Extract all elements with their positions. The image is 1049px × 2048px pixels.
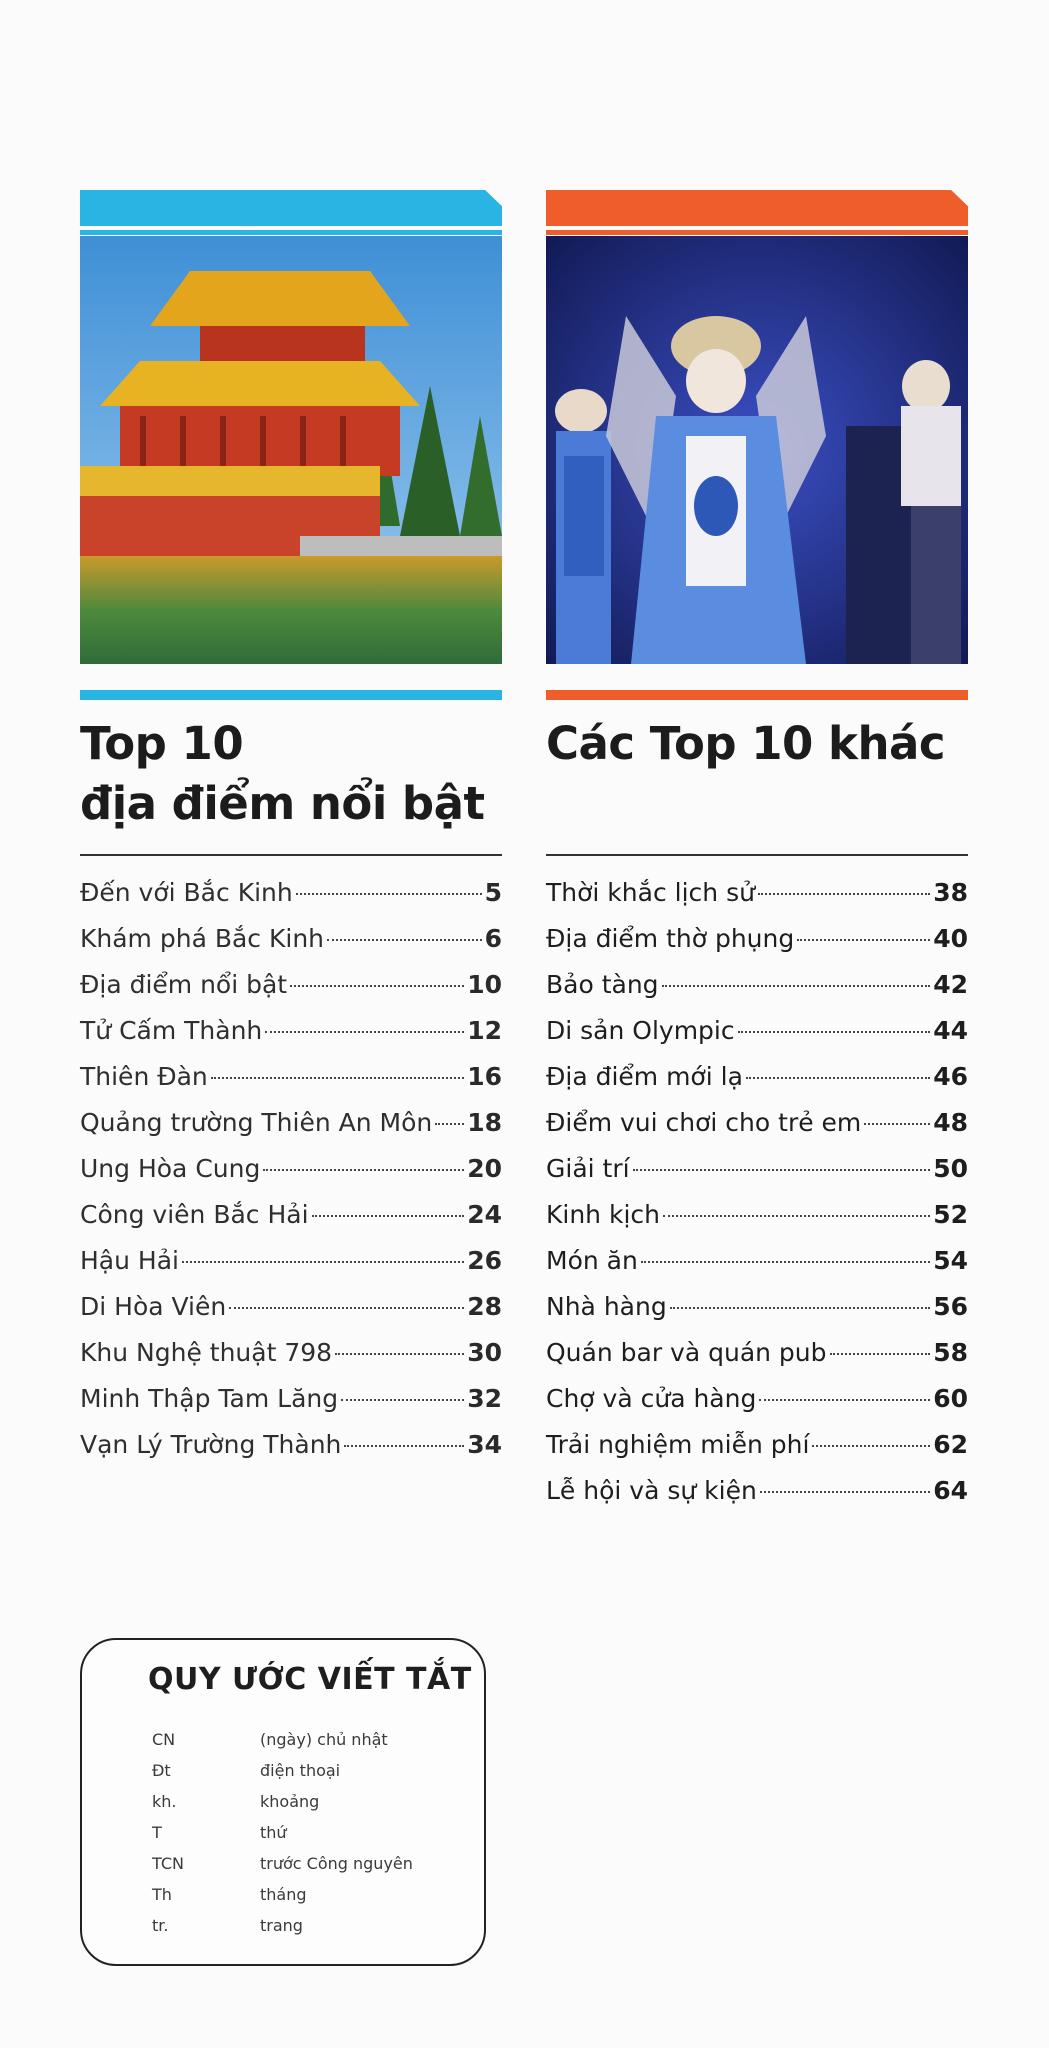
toc-entry-title: Khám phá Bắc Kinh <box>80 924 325 953</box>
toc-entry[interactable] <box>546 1338 968 1384</box>
toc-entry-title: Quảng trường Thiên An Môn <box>80 1108 433 1137</box>
toc-entry[interactable] <box>80 1108 502 1154</box>
section-heading <box>80 714 502 834</box>
heading-line-1: Các Top 10 khác <box>546 717 946 770</box>
abbreviation-meaning: tháng <box>260 1885 307 1904</box>
dot-leader <box>864 1123 930 1125</box>
toc-entry-page: 32 <box>467 1384 502 1413</box>
toc-entry[interactable] <box>546 970 968 1016</box>
color-line <box>546 230 968 235</box>
toc-entry-page: 50 <box>933 1154 968 1183</box>
toc-entry[interactable] <box>80 924 502 970</box>
toc-entry-title: Đến với Bắc Kinh <box>80 878 293 907</box>
toc-entry-page: 34 <box>467 1430 502 1459</box>
toc-entry-page: 20 <box>467 1154 502 1183</box>
toc-entry-page: 52 <box>933 1200 968 1229</box>
toc-entry-page: 58 <box>933 1338 968 1367</box>
toc-list <box>546 878 968 1522</box>
dot-leader <box>633 1169 931 1171</box>
toc-entry-title: Lễ hội và sự kiện <box>546 1476 757 1505</box>
toc-entry-title: Ung Hòa Cung <box>80 1154 261 1183</box>
toc-entry-page: 30 <box>467 1338 502 1367</box>
dot-leader <box>335 1353 464 1355</box>
abbreviation-code: tr. <box>152 1916 169 1935</box>
toc-entry[interactable] <box>546 878 968 924</box>
abbreviation-code: T <box>152 1823 162 1842</box>
toc-entry-title: Tử Cấm Thành <box>80 1016 263 1045</box>
abbreviation-meaning: thứ <box>260 1823 287 1842</box>
toc-entry-title: Bảo tàng <box>546 970 659 999</box>
top-color-tab <box>80 190 502 236</box>
dot-leader <box>830 1353 931 1355</box>
dot-leader <box>296 893 482 895</box>
toc-entry[interactable] <box>546 1108 968 1154</box>
toc-entry-title: Thời khắc lịch sử <box>546 878 755 907</box>
toc-entry-title: Trải nghiệm miễn phí <box>546 1430 810 1459</box>
abbreviation-meaning: trang <box>260 1916 303 1935</box>
section-underline <box>80 690 502 700</box>
toc-entry[interactable] <box>546 1062 968 1108</box>
toc-entry-page: 16 <box>467 1062 502 1091</box>
toc-entry-title: Nhà hàng <box>546 1292 667 1321</box>
toc-entry-page: 40 <box>933 924 968 953</box>
toc-entry[interactable] <box>80 1154 502 1200</box>
toc-entry-page: 64 <box>933 1476 968 1505</box>
abbreviations-list <box>152 1730 413 1947</box>
abbreviation-code: CN <box>152 1730 176 1749</box>
toc-entry[interactable] <box>80 1016 502 1062</box>
dot-leader <box>327 939 482 941</box>
toc-entry-title: Món ăn <box>546 1246 638 1275</box>
toc-entry-title: Kinh kịch <box>546 1200 660 1229</box>
toc-entry-page: 62 <box>933 1430 968 1459</box>
toc-entry-title: Giải trí <box>546 1154 630 1183</box>
peking-opera-photo <box>546 236 968 664</box>
toc-entry-page: 44 <box>933 1016 968 1045</box>
toc-entry[interactable] <box>80 1384 502 1430</box>
toc-entry[interactable] <box>80 1200 502 1246</box>
toc-entry-title: Địa điểm mới lạ <box>546 1062 743 1091</box>
dot-leader <box>344 1445 464 1447</box>
toc-entry[interactable] <box>546 1430 968 1476</box>
top-color-tab <box>546 190 968 236</box>
toc-entry-page: 5 <box>484 878 502 907</box>
dot-leader <box>182 1261 464 1263</box>
toc-entry-page: 28 <box>467 1292 502 1321</box>
toc-entry-page: 12 <box>467 1016 502 1045</box>
dot-leader <box>341 1399 464 1401</box>
dot-leader <box>663 1215 930 1217</box>
dot-leader <box>760 1491 930 1493</box>
toc-entry[interactable] <box>546 1154 968 1200</box>
abbreviation-meaning: điện thoại <box>260 1761 341 1780</box>
abbreviation-code: Th <box>152 1885 172 1904</box>
toc-entry[interactable] <box>80 1338 502 1384</box>
toc-entry-page: 18 <box>467 1108 502 1137</box>
toc-entry-title: Địa điểm thờ phụng <box>546 924 795 953</box>
toc-entry-title: Hậu Hải <box>80 1246 179 1275</box>
toc-entry-title: Di Hòa Viên <box>80 1292 227 1321</box>
toc-entry-page: 6 <box>484 924 502 953</box>
dot-leader <box>797 939 930 941</box>
dot-leader <box>290 985 464 987</box>
dot-leader <box>265 1031 464 1033</box>
toc-entry-title: Khu Nghệ thuật 798 <box>80 1338 333 1367</box>
toc-entry-title: Minh Thập Tam Lăng <box>80 1384 339 1413</box>
top10-highlights-column <box>80 190 502 1476</box>
toc-entry[interactable] <box>80 878 502 924</box>
toc-entry-page: 10 <box>467 970 502 999</box>
abbreviation-meaning: (ngày) chủ nhật <box>260 1730 388 1749</box>
abbreviation-row <box>152 1916 413 1947</box>
toc-entry-title: Chợ và cửa hàng <box>546 1384 757 1413</box>
toc-entry[interactable] <box>546 924 968 970</box>
heading-line-1: Top 10 <box>80 717 244 770</box>
heading-rule <box>546 854 968 856</box>
toc-entry-title: Thiên Đàn <box>80 1062 208 1091</box>
toc-entry-page: 54 <box>933 1246 968 1275</box>
toc-entry-title: Vạn Lý Trường Thành <box>80 1430 342 1459</box>
toc-entry-title: Công viên Bắc Hải <box>80 1200 309 1229</box>
dot-leader <box>812 1445 930 1447</box>
dot-leader <box>435 1123 464 1125</box>
abbreviation-row <box>152 1792 413 1823</box>
other-top10-column <box>546 190 968 1522</box>
toc-entry-page: 56 <box>933 1292 968 1321</box>
dot-leader <box>670 1307 931 1309</box>
abbreviation-meaning: trước Công nguyên <box>260 1854 413 1873</box>
toc-entry-page: 42 <box>933 970 968 999</box>
toc-entry[interactable] <box>80 1246 502 1292</box>
toc-entry[interactable] <box>80 1430 502 1476</box>
toc-entry-page: 24 <box>467 1200 502 1229</box>
color-bar <box>80 190 502 226</box>
color-bar <box>546 190 968 226</box>
toc-entry[interactable] <box>80 1292 502 1338</box>
toc-entry[interactable] <box>80 1062 502 1108</box>
section-underline <box>546 690 968 700</box>
toc-entry-title: Di sản Olympic <box>546 1016 735 1045</box>
heading-line-2: địa điểm nổi bật <box>80 777 485 830</box>
toc-entry[interactable] <box>546 1200 968 1246</box>
toc-entry[interactable] <box>546 1292 968 1338</box>
abbreviation-row <box>152 1761 413 1792</box>
toc-entry[interactable] <box>546 1016 968 1062</box>
dot-leader <box>738 1031 931 1033</box>
color-line <box>80 230 502 235</box>
abbreviations-title: QUY ƯỚC VIẾT TẮT <box>148 1662 472 1697</box>
toc-entry-page: 60 <box>933 1384 968 1413</box>
toc-entry-title: Quán bar và quán pub <box>546 1338 827 1367</box>
toc-entry[interactable] <box>546 1476 968 1522</box>
dot-leader <box>758 893 930 895</box>
dot-leader <box>312 1215 465 1217</box>
forbidden-city-photo <box>80 236 502 664</box>
dot-leader <box>211 1077 464 1079</box>
toc-entry-page: 38 <box>933 878 968 907</box>
abbreviation-row <box>152 1854 413 1885</box>
abbreviation-row <box>152 1730 413 1761</box>
dot-leader <box>229 1307 464 1309</box>
toc-entry-page: 26 <box>467 1246 502 1275</box>
toc-entry-page: 48 <box>933 1108 968 1137</box>
toc-list <box>80 878 502 1476</box>
toc-entry[interactable] <box>546 1384 968 1430</box>
toc-entry-page: 46 <box>933 1062 968 1091</box>
dot-leader <box>759 1399 930 1401</box>
toc-entry[interactable] <box>546 1246 968 1292</box>
dot-leader <box>662 985 931 987</box>
heading-rule <box>80 854 502 856</box>
abbreviation-row <box>152 1823 413 1854</box>
toc-entry[interactable] <box>80 970 502 1016</box>
dot-leader <box>746 1077 930 1079</box>
abbreviation-code: Đt <box>152 1761 171 1780</box>
section-heading <box>546 714 968 834</box>
toc-entry-title: Địa điểm nổi bật <box>80 970 288 999</box>
abbreviations-box <box>80 1638 486 1966</box>
abbreviation-code: kh. <box>152 1792 177 1811</box>
dot-leader <box>641 1261 930 1263</box>
abbreviation-row <box>152 1885 413 1916</box>
dot-leader <box>263 1169 464 1171</box>
abbreviation-code: TCN <box>152 1854 184 1873</box>
toc-entry-title: Điểm vui chơi cho trẻ em <box>546 1108 862 1137</box>
abbreviation-meaning: khoảng <box>260 1792 320 1811</box>
